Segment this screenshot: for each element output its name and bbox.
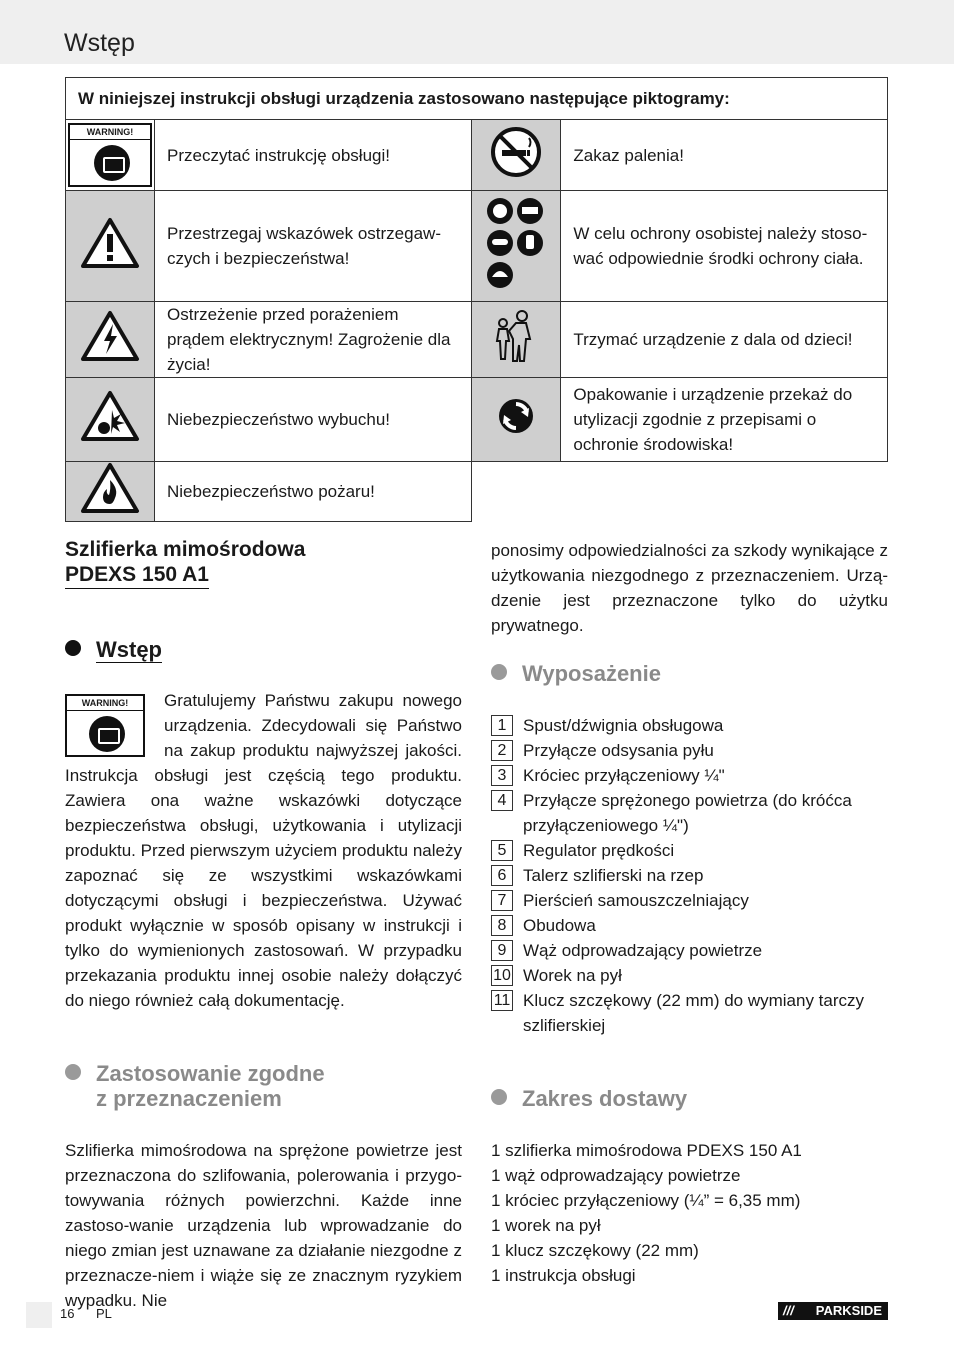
intended-use-text-continued: ponosimy odpowiedzialności za szkody wynikające z użytkowania niezgodnego z przeznaczeniem. Urzą-dzenie jest przeznaczone tylko do użytku prywatnego. (491, 541, 888, 635)
product-title: Szlifierka mimośrodowa PDEXS 150 A1 (65, 537, 385, 587)
keep-away-children-icon (494, 309, 538, 363)
read-manual-icon: WARNING! (65, 694, 145, 757)
intro-text: Gratulujemy Państwu zakupu nowego urządzenia. Zdecydowali się Państwo na zakup produktu najwyższej jakości. Instrukcja obsługi jest częścią tego produktu. Zawiera ona ważne wskazówki dotyczące bezpieczeństwa obsługi, użytkowania i utylizacji produktu. Przed pierwszym użyciem produktu należy zapoznać się ze wszystkimi wskazówkami dotyczącymi obsługi i bezpieczeństwa. Używać produkt wyłącznie w sposób opisany w instrukcji i tylko do wymienionych zastosowań. W przypadku przekazania produktu innej osobie należy dołączyć do niego również całą dokumentację. (65, 691, 462, 1010)
bullet-icon (491, 1089, 507, 1105)
pictogram-table (65, 77, 888, 522)
page-number: 16 (60, 1306, 75, 1321)
bullet-icon (65, 640, 81, 656)
section-heading-intended-use: Zastosowanie zgodne z przeznaczeniem (65, 1061, 325, 1111)
pictogram-text: Przeczytać instrukcję obsługi! (155, 120, 472, 191)
warning-triangle-icon (80, 217, 140, 269)
list-item: 1 instrukcja obsługi (491, 1266, 636, 1285)
section-heading-intro: Wstęp (65, 637, 162, 662)
intended-use-text: Szlifierka mimośrodowa na sprężone powietrze jest przeznaczona do szlifowania, polerowania i przygo-towywania różnych powierzchni. Każde inne zastoso-wanie urządzenia lub wprowadzanie do niego zmian jest uznawane za działanie niezgodne z przeznacze-niem i wiąże się ze znacznym ryzykiem wypadku. Nie (65, 1141, 462, 1310)
list-item: 1 wąż odprowadzający powietrze (491, 1166, 741, 1185)
list-item: 11 Klucz szczękowy (22 mm) do wymiany tarczy szlifierskiej (491, 988, 891, 1038)
electric-shock-icon (80, 310, 140, 362)
read-manual-icon: WARNING! (68, 123, 152, 187)
pictogram-text: Ostrzeżenie przed porażeniem prądem elektrycznym! Zagrożenie dla życia! (155, 302, 472, 378)
no-smoking-icon (489, 125, 543, 179)
section-heading-equipment: Wyposażenie (491, 661, 661, 686)
protective-equipment-icon (484, 195, 548, 291)
pictogram-text: Przestrzegaj wskazówek ostrzegaw-czych i bezpieczeństwa! (155, 191, 472, 302)
list-item: 9 Wąż odprowadzający powietrze (491, 938, 891, 963)
list-item: 2 Przyłącze odsysania pyłu (491, 738, 891, 763)
list-item: 10 Worek na pył (491, 963, 891, 988)
pictogram-text: Trzymać urządzenie z dala od dzieci! (561, 302, 888, 378)
list-item: 1 szlifierka mimośrodowa PDEXS 150 A1 (491, 1141, 802, 1160)
list-item: 3 Króciec przyłączeniowy ¼" (491, 763, 891, 788)
recycle-icon (498, 398, 534, 434)
delivery-list (491, 1138, 802, 1288)
footer-tab (26, 1302, 52, 1328)
list-item: 5 Regulator prędkości (491, 838, 891, 863)
pictogram-text: Niebezpieczeństwo wybuchu! (155, 378, 472, 462)
list-item: 1 króciec przyłączeniowy (¼” = 6,35 mm) (491, 1191, 801, 1210)
pictogram-text: W celu ochrony osobistej należy stoso-wać odpowiednie środki ochrony ciała. (561, 191, 888, 302)
top-bar (0, 0, 954, 64)
pictogram-text: Zakaz palenia! (561, 120, 888, 191)
pictogram-text: Niebezpieczeństwo pożaru! (155, 462, 472, 522)
page-title: Wstęp (64, 29, 135, 57)
bullet-icon (65, 1064, 81, 1080)
language-code: PL (96, 1306, 112, 1321)
list-item: 6 Talerz szlifierski na rzep (491, 863, 891, 888)
fire-icon (80, 462, 140, 514)
section-heading-delivery: Zakres dostawy (491, 1086, 687, 1111)
list-item: 7 Pierścień samouszczelniający (491, 888, 891, 913)
explosion-icon (80, 390, 140, 442)
list-item: 1 Spust/dźwignia obsługowa (491, 713, 891, 738)
list-item: 8 Obudowa (491, 913, 891, 938)
brand-mark-icon: /// (783, 1303, 794, 1318)
pictogram-text: Opakowanie i urządzenie przekaż do utylizacji zgodnie z przepisami o ochronie środowiska! (561, 378, 888, 462)
list-item: 4 Przyłącze sprężonego powietrza (do króćca przyłączeniowego ¼") (491, 788, 891, 838)
list-item: 1 worek na pył (491, 1216, 601, 1235)
equipment-list (491, 713, 891, 1038)
list-item: 1 klucz szczękowy (22 mm) (491, 1241, 699, 1260)
brand-logo: /// PARKSIDE (778, 1302, 888, 1320)
pictogram-heading: W niniejszej instrukcji obsługi urządzenia zastosowano następujące piktogramy: (66, 78, 888, 120)
bullet-icon (491, 664, 507, 680)
